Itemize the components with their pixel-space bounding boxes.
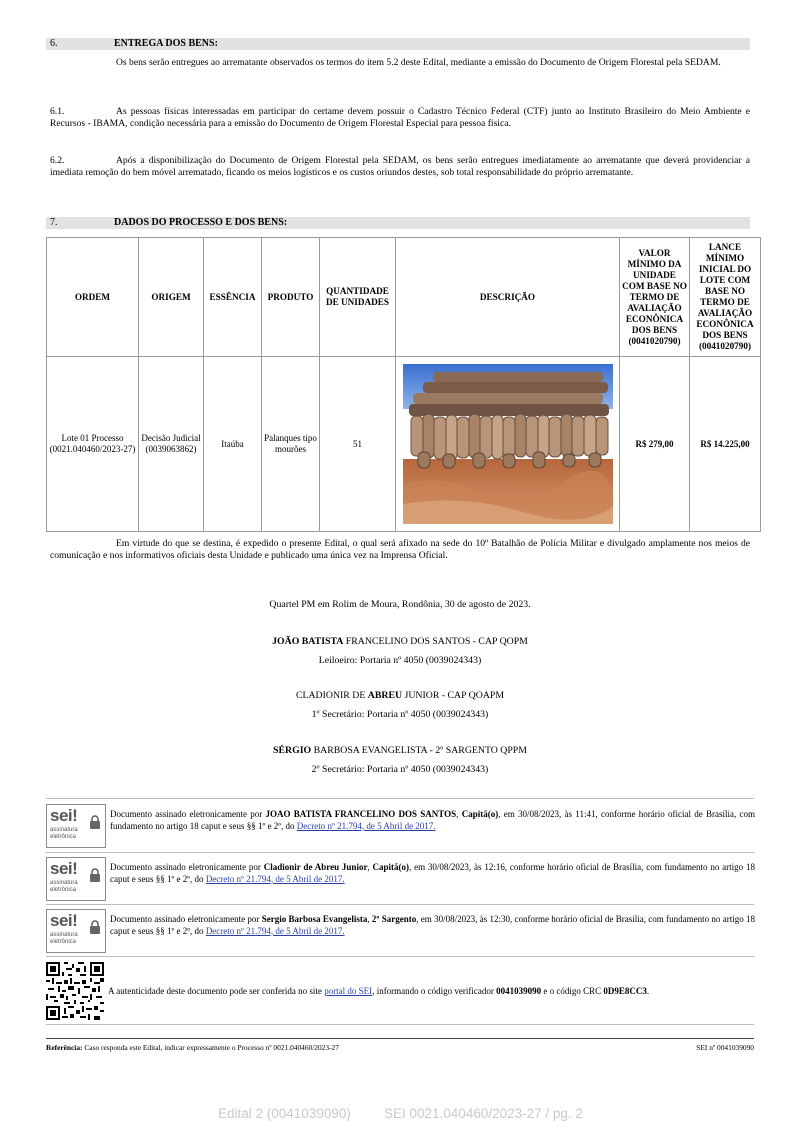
signatory-name: JOÃO BATISTA FRANCELINO DOS SANTOS - CAP QOPM: [272, 636, 528, 647]
sei-portal-link[interactable]: portal do SEI: [324, 986, 373, 996]
signature-text: Documento assinado eletronicamente por Sergio Barbosa Evangelista, 2º Sargento, em 30/08/2023, às 12:30, conforme horário oficial de Brasília, com fundamento no artigo 18 caput e seus §§ 1º e 2º, do Decreto nº 21.794, de 5 Abril de 2017.: [110, 914, 756, 936]
header-origem: ORIGEM: [139, 238, 204, 357]
authenticity-text: A autenticidade deste documento pode ser conferida no site portal do SEI, informando o código verificador 0041039090 e o código CRC 0D9E8CC3.: [108, 986, 650, 996]
header-ordem: ORDEM: [47, 238, 139, 357]
electronic-signature-3: [46, 909, 760, 953]
header-quantidade: QUANTIDADE DE UNIDADES: [320, 238, 396, 357]
crc-code: 0D9E8CC3: [603, 986, 647, 996]
lock-icon: [89, 815, 101, 829]
cell-lance: R$ 14.225,00: [690, 357, 761, 532]
place-date: Quartel PM em Rolim de Moura, Rondônia, 30 de agosto de 2023.: [269, 599, 531, 610]
signatory-name: SÉRGIO BARBOSA EVANGELISTA - 2º SARGENTO QPPM: [273, 745, 527, 756]
lock-icon: [89, 920, 101, 934]
decree-link[interactable]: Decreto nº 21.794, de 5 Abril de 2017.: [296, 820, 436, 831]
reference-note: Referência: Caso responda este Edital, indicar expressamente o Processo nº 0021.040460/2023-27: [46, 1043, 339, 1052]
divider: [46, 1024, 754, 1025]
cell-quantidade: 51: [320, 357, 396, 532]
sei-number: SEI nº 0041039090: [696, 1043, 754, 1052]
signatory-name: CLADIONIR DE ABREU JUNIOR - CAP QOAPM: [295, 690, 505, 701]
section-number: 7.: [50, 217, 58, 228]
paragraph-6-1: 6.1. As pessoas físicas interessadas em participar do certame devem possuir o Cadastro Técnico Federal (CTF) junto ao Instituto Brasileiro do Meio Ambiente e Recursos - IBAMA, condição necessária para a emissão do Documento de Origem Florestal Especial para pessoa física.: [50, 106, 750, 129]
verification-code: 0041039090: [496, 986, 542, 996]
cell-valor: R$ 279,00: [620, 357, 690, 532]
divider: [46, 798, 754, 799]
sei-seal-icon: sei! assinatura eletrônica: [46, 804, 106, 848]
signatory-role: 2º Secretário: Portaria nº 4050 (0039024343): [311, 764, 489, 775]
header-lance: LANCE MÍNIMO INICIAL DO LOTE COM BASE NO TERMO DE AVALIAÇÃO ECONÔNICA DOS BENS (0041020790): [690, 238, 761, 357]
decree-link[interactable]: Decreto nº 21.794, de 5 Abril de 2017.: [205, 925, 345, 936]
divider: [46, 904, 754, 905]
table-header-row: [47, 238, 761, 357]
header-produto: PRODUTO: [262, 238, 320, 357]
section-title: DADOS DO PROCESSO E DOS BENS:: [114, 217, 288, 228]
divider: [46, 1038, 754, 1039]
decree-link[interactable]: Decreto nº 21.794, de 5 Abril de 2017.: [205, 873, 345, 884]
divider: [46, 852, 754, 853]
section-title: ENTREGA DOS BENS:: [114, 38, 218, 49]
footer-process-page: SEI 0021.040460/2023-27 / pg. 2: [384, 1106, 583, 1121]
qr-code-icon: [46, 962, 104, 1020]
section-6-intro: Os bens serão entregues ao arrematante observados os termos do item 5.2 deste Edital, mediante a emissão do Documento de Origem Florestal pela SEDAM.: [116, 57, 721, 68]
cell-produto: Palanques tipo mourões: [262, 357, 320, 532]
sei-seal-icon: sei! assinatura eletrônica: [46, 857, 106, 901]
divider: [46, 956, 754, 957]
signature-text: Documento assinado eletronicamente por Cladionir de Abreu Junior, Capitã(o), em 30/08/2023, às 12:16, conforme horário oficial de Brasília, com fundamento no artigo 18 caput e seus §§ 1º e 2º, do Decreto nº 21.794, de 5 Abril de 2017.: [110, 862, 755, 884]
electronic-signature-2: [46, 857, 760, 901]
header-essencia: ESSÊNCIA: [204, 238, 262, 357]
sei-seal-icon: sei! assinatura eletrônica: [46, 909, 106, 953]
cell-essencia: Itaúba: [204, 357, 262, 532]
header-valor: VALOR MÍNIMO DA UNIDADE COM BASE NO TERMO DE AVALIAÇÃO ECONÔNICA DOS BENS (0041020790): [620, 238, 690, 357]
footer-document-id: Edital 2 (0041039090): [218, 1106, 351, 1121]
cell-origem: Decisão Judicial (0039063862): [139, 357, 204, 532]
paragraph-6-2: 6.2. Após a disponibilização do Documento de Origem Florestal pela SEDAM, os bens serão entregues imediatamente ao arrematante que deverá providenciar a imediata remoção do bem móvel arrematado, ficando os meios logísticos e os custos oriundos destes, sob total responsabilidade do próprio arrematante.: [50, 155, 750, 178]
goods-table: [46, 237, 761, 532]
section-number: 6.: [50, 38, 58, 49]
section-6-header: [46, 38, 750, 50]
electronic-signature-1: [46, 804, 760, 848]
lock-icon: [89, 868, 101, 882]
wood-posts-photo: [403, 364, 613, 524]
signature-text: Documento assinado eletronicamente por JOAO BATISTA FRANCELINO DOS SANTOS, Capitã(o), em 30/08/2023, às 11:41, conforme horário oficial de Brasília, com fundamento no artigo 18 caput e seus §§ 1º e 2º, do Decreto nº 21.794, de 5 Abril de 2017.: [110, 809, 756, 831]
signatory-role: 1º Secretário: Portaria nº 4050 (0039024343): [311, 709, 489, 720]
section-7-header: [46, 217, 750, 229]
header-descricao: DESCRIÇÃO: [396, 238, 620, 357]
closing-paragraph: Em virtude do que se destina, é expedido o presente Edital, o qual será afixado na sede do 10º Batalhão de Polícia Militar e divulgado amplamente nos meios de comunicação e nos informativos oficiais desta Unidade e publicado uma única vez na Imprensa Oficial.: [50, 538, 750, 561]
table-row: [47, 357, 761, 532]
signatory-role: Leiloeiro: Portaria nº 4050 (0039024343): [318, 655, 482, 666]
cell-descricao: [396, 357, 620, 532]
cell-ordem: Lote 01 Processo (0021.040460/2023-27): [47, 357, 139, 532]
